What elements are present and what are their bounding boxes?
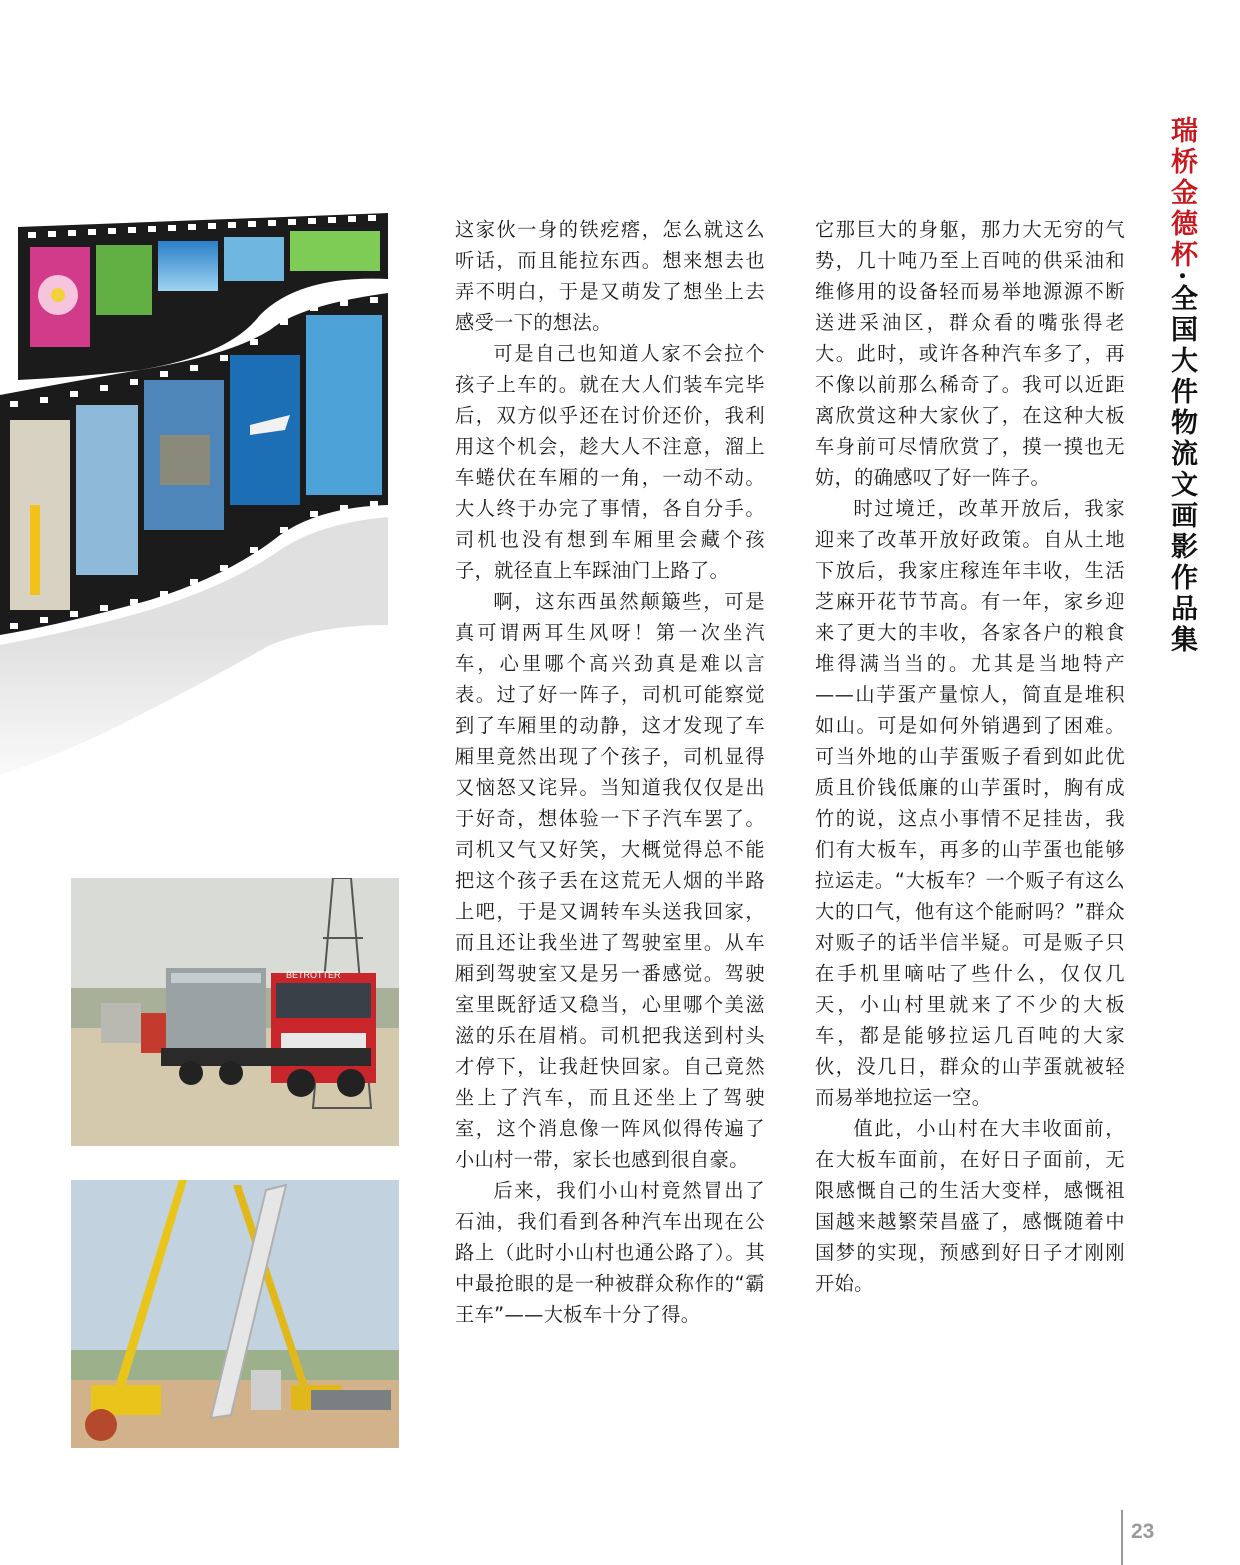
photo-heavy-truck-convoy (71, 878, 399, 1146)
column2-paragraph-1: 它那巨大的身躯，那力大无穷的气势，几十吨乃至上百吨的供采油和维修用的设备轻而易举地源源不断送进采油区，群众看的嘴张得老大。此时，或许各种汽车多了，再不像以前那么稀奇了。我可以近距离欣赏这种大家伙了，在这种大板车身前可尽情欣赏了，摸一摸也无妨，的确感叹了好一阵子。 (815, 218, 1125, 489)
column1-paragraph-4: 后来，我们小山村竟然冒出了石油，我们看到各种汽车出现在公路上（此时小山村也通公路了）。其中最抢眼的是一种被群众称作的“霸王车”——大板车十分了得。 (455, 1179, 765, 1326)
page-number-rule (1121, 1510, 1123, 1565)
column1-paragraph-1: 这家伙一身的铁疙瘩，怎么就这么听话，而且能拉东西。想来想去也弄不明白，于是又萌发了想坐上去感受一下的想法。 (455, 218, 765, 334)
column1-paragraph-3: 啊，这东西虽然颠簸些，可是真可谓两耳生风呀！第一次坐汽车，心里哪个高兴劲真是难以言表。过了好一阵子，司机可能察觉到了车厢里的动静，这才发现了车厢里竟然出现了个孩子，司机显得又恼怒又诧异。当知道我仅仅是出于好奇，想体验一下子汽车罢了。司机又气又好笑，大概觉得总不能把这个孩子丢在这荒无人烟的半路上吧，于是又调转车头送我回家，而且还让我坐进了驾驶室里。从车厢到驾驶室又是另一番感觉。驾驶室里既舒适又稳当，心里哪个美滋滋的乐在眉梢。司机把我送到村头才停下，让我赶快回家。自己竟然坐上了汽车，而且还坐上了驾驶室，这个消息像一阵风似得传遍了小山村一带，家长也感到很自豪。 (455, 590, 765, 1171)
series-title-dot: · (1166, 271, 1197, 285)
photo-crane-lifting-vessel (71, 1180, 399, 1448)
page-number: 23 (1131, 1520, 1155, 1543)
series-title-black: 全国大件物流文画影作品集 (1166, 284, 1197, 657)
article-column-2 (815, 214, 1125, 1299)
series-title-red: 瑞桥金德杯 (1166, 116, 1197, 271)
column1-paragraph-2: 可是自己也知道人家不会拉个孩子上车的。就在大人们装车完毕后，双方似乎还在讨价还价，我利用这个机会，趁大人不注意，溜上车蜷伏在车厢的一角，一动不动。大人终于办完了事情，各自分手。司机也没有想到车厢里会藏个孩子，就径直上车踩油门上路了。 (455, 342, 765, 582)
article-column-1 (455, 214, 765, 1330)
film-strip-graphic (0, 205, 392, 805)
column2-paragraph-2: 时过境迁，改革开放后，我家迎来了改革开放好政策。自从土地下放后，我家庄稼连年丰收，生活芝麻开花节节高。有一年，家乡迎来了更大的丰收，各家各户的粮食堆得满当当的。尤其是当地特产——山芋蛋产量惊人，简直是堆积如山。可是如何外销遇到了困难。可当外地的山芋蛋贩子看到如此优质且价钱低廉的山芋蛋时，胸有成竹的说，这点小事情不足挂齿，我们有大板车，再多的山芋蛋也能够拉运走。“大板车？一个贩子有这么大的口气，他有这个能耐吗？”群众对贩子的话半信半疑。可是贩子只在手机里嘀咕了些什么，仅仅几天，小山村里就来了不少的大板车，都是能够拉运几百吨的大家伙，没几日，群众的山芋蛋就被轻而易举地拉运一空。 (815, 497, 1125, 1109)
vertical-series-title (1163, 116, 1199, 656)
column2-paragraph-3: 值此，小山村在大丰收面前，在大板车面前，在好日子面前，无限感慨自己的生活大变样，感慨祖国越来越繁荣昌盛了，感慨随着中国梦的实现，预感到好日子才刚刚开始。 (815, 1117, 1125, 1295)
truck-plate-label: BETROTTER (286, 970, 341, 980)
